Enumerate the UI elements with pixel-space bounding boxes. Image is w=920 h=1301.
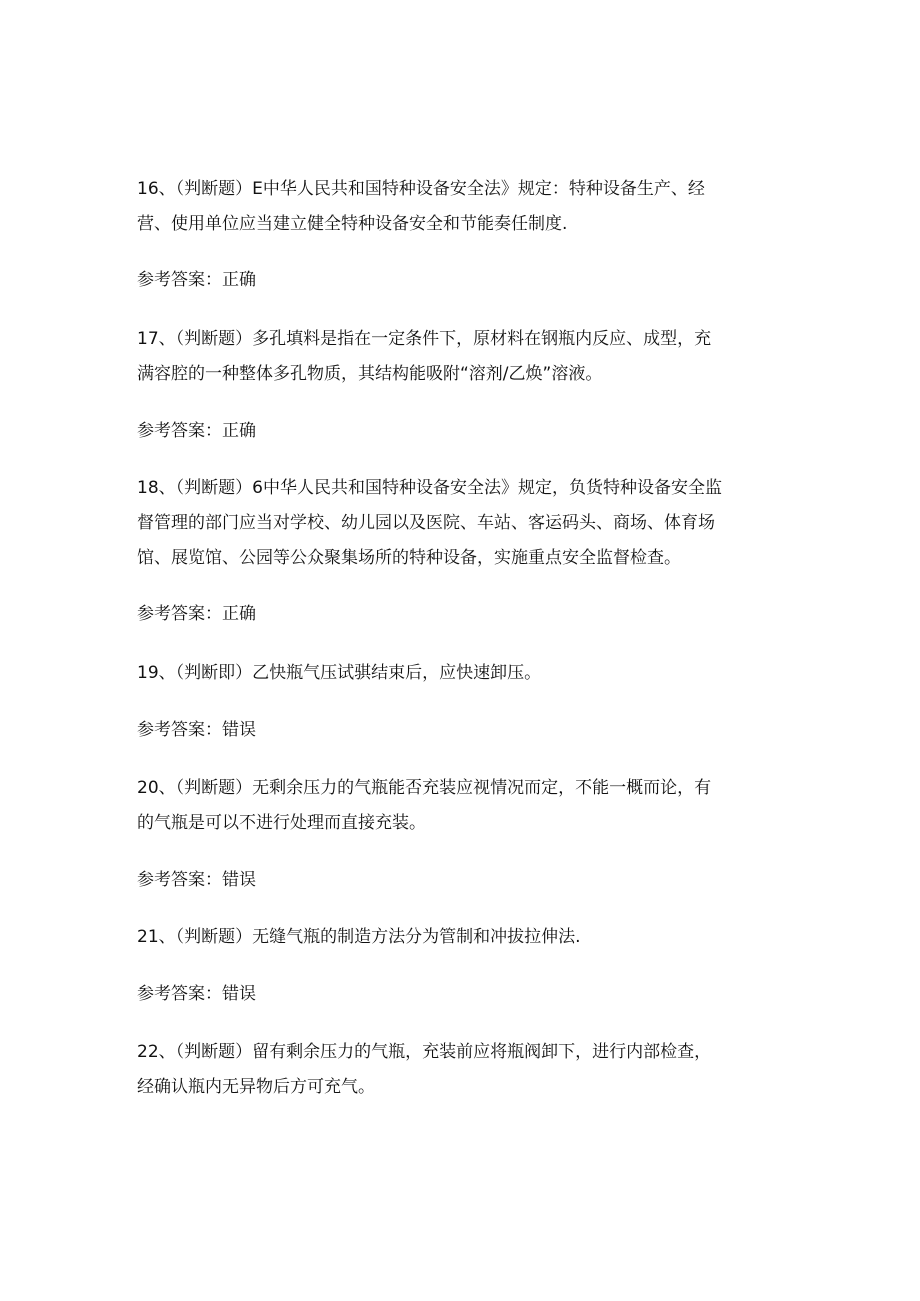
question-text-line: 20、（判断题）无剩余压力的气瓶能否充装应视情况而定，不能一概而论，有	[137, 778, 712, 798]
question-text-line: 督管理的部门应当对学校、幼儿园以及医院、车站、客运码头、商场、体育场	[137, 513, 715, 533]
answer-20	[137, 863, 777, 898]
question-17	[137, 322, 777, 392]
question-22	[137, 1035, 777, 1105]
answer-text: 参考答案：错误	[137, 720, 256, 740]
question-text-line: 营、使用单位应当建立健全特种设备安全和节能奏任制度.	[137, 214, 568, 234]
question-text-line: 21、（判断题）无缝气瓶的制造方法分为管制和冲拔拉伸法.	[137, 927, 581, 947]
answer-18	[137, 597, 777, 632]
answer-text: 参考答案：错误	[137, 984, 256, 1004]
question-text-line: 经确认瓶内无异物后方可充气。	[137, 1077, 375, 1097]
question-text-line: 19、（判断即）乙快瓶气压试骐结束后，应快速卸压。	[137, 663, 542, 683]
question-text-line: 的气瓶是可以不进行处理而直接充装。	[137, 813, 426, 833]
question-21	[137, 920, 777, 955]
question-18	[137, 471, 777, 576]
question-text-line: 17、（判断题）多孔填料是指在一定条件下，原材料在钢瓶内反应、成型，充	[137, 329, 712, 349]
question-16	[137, 172, 777, 242]
answer-16	[137, 263, 777, 298]
question-text-line: 18、（判断题）6中华人民共和国特种设备安全法》规定，负货特种设备安全监	[137, 478, 722, 498]
answer-17	[137, 414, 777, 449]
question-20	[137, 771, 777, 841]
answer-text: 参考答案：正确	[137, 421, 256, 441]
answer-19	[137, 713, 777, 748]
question-text-line: 16、（判断题）E中华人民共和国特种设备安全法》规定：特种设备生产、经	[137, 179, 705, 199]
answer-text: 参考答案：错误	[137, 870, 256, 890]
answer-text: 参考答案：正确	[137, 270, 256, 290]
answer-text: 参考答案：正确	[137, 604, 256, 624]
question-19	[137, 656, 777, 691]
question-text-line: 22、（判断题）留有剩余压力的气瓶，充装前应将瓶阀卸下，进行内部检查，	[137, 1042, 712, 1062]
answer-21	[137, 977, 777, 1012]
question-text-line: 满容腔的一种整体多孔物质，其结构能吸附“溶剂/乙焕”溶液。	[137, 364, 603, 384]
question-text-line: 馆、展览馆、公园等公众聚集场所的特种设备，实施重点安全监督检查。	[137, 548, 681, 568]
